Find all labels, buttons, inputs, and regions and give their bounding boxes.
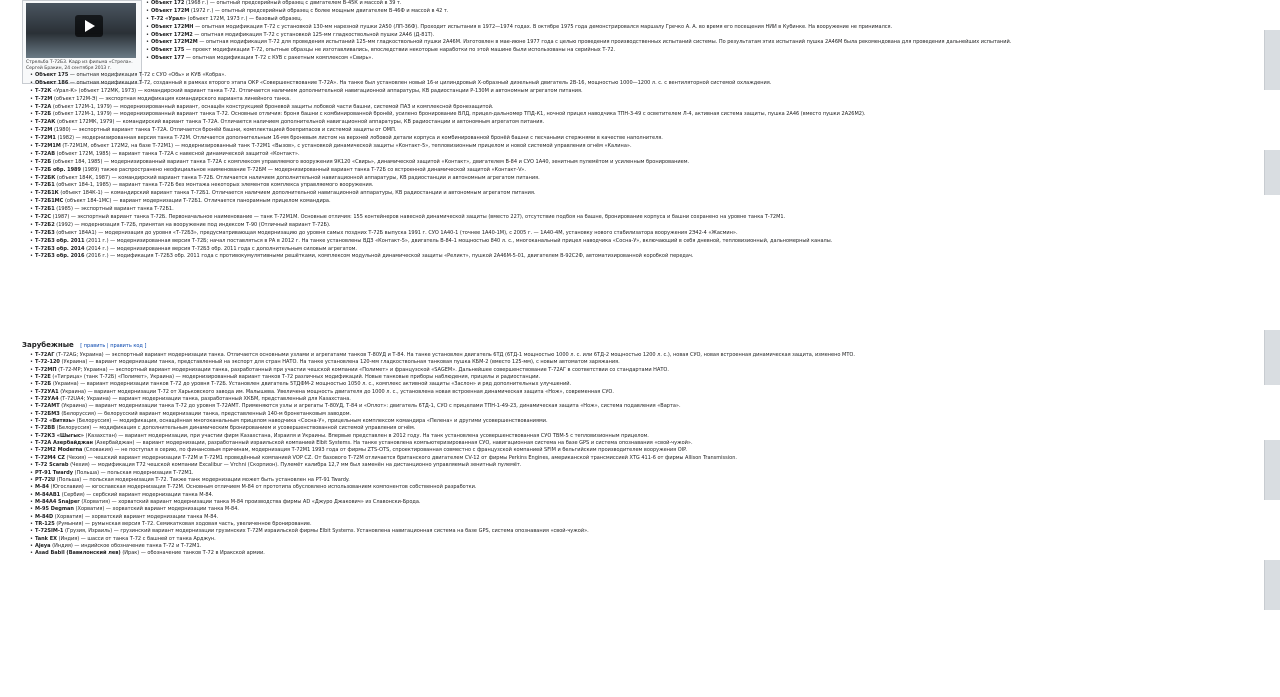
list-item [30, 111, 1258, 119]
list-item [30, 521, 1258, 528]
upper-variant-list [146, 0, 1256, 63]
variant-name: РТ-72U [34, 476, 56, 483]
bullet-icon: • [30, 95, 33, 102]
variant-description: (объект 184-1МС) — вариант модернизации Т-72Б1. Отличается панорамным прицелом командира. [64, 198, 331, 205]
variant-description: (Польша) — польская модернизация Т-72. Также танк модернизации может быть установлен на РТ-91 Twardy. [56, 476, 350, 483]
variant-description: (Индия) — индийское обозначение танка Т-72 и Т-72М1. [52, 542, 202, 549]
variant-name: M-84A4 Snajper [34, 498, 80, 505]
list-item [30, 418, 1258, 425]
right-image-strip [1264, 30, 1280, 90]
list-item [30, 246, 1258, 254]
variant-description: (Т-72М1М, объект 172М2, на базе Т-72М1) — модернизированный танк Т-72М1 «Вызов», с установкой динамической защиты «Контакт-5», тепловизионным прицелом и новой системой управления огнём «Калина». [62, 143, 632, 150]
variant-name: Т-72Б1 [34, 182, 55, 189]
bullet-icon: • [30, 440, 33, 447]
variant-description: (объект 184, 1985) — модернизированный вариант танка Т-72А с комплексом управляемого вооружения 9К120 «Свирь», динамической защитой «Контакт», двигателем В-84 и СУО 1А40, зенитным пулемётом и усиленным бронированием. [52, 158, 690, 165]
bullet-icon: • [146, 47, 149, 54]
section-edit-links[interactable]: [ править | править код ] [80, 343, 147, 349]
list-item [30, 484, 1258, 491]
variant-description: «Урал-К» (объект 172МК, 1973) — командирский вариант танка Т-72. Отличается наличием дополнительной навигационной аппаратуры, КВ радиостанции Р-130М и автономным агрегатом питания. [53, 87, 583, 94]
bullet-icon: • [30, 410, 33, 417]
bullet-icon: • [30, 542, 33, 549]
bullet-icon: • [30, 229, 33, 236]
variant-name: M-95 Degman [34, 506, 74, 513]
foreign-variant-list [30, 352, 1258, 558]
list-item [146, 55, 1256, 63]
bullet-icon: • [30, 396, 33, 403]
list-item [30, 96, 1258, 104]
variant-name: Т-72М1 [34, 135, 56, 142]
bullet-icon: • [146, 31, 149, 38]
bullet-icon: • [30, 454, 33, 461]
list-item [30, 190, 1258, 198]
list-item [30, 470, 1258, 477]
list-item [146, 39, 1256, 47]
list-item [30, 159, 1258, 167]
variant-name: Т-72Б2 [34, 221, 55, 228]
bullet-icon: • [30, 221, 33, 228]
list-item [30, 396, 1258, 403]
bullet-icon: • [30, 550, 33, 557]
variant-name: M-84AB1 [34, 491, 61, 498]
list-item [30, 80, 1258, 88]
bullet-icon: • [146, 15, 149, 22]
variant-name: Т-72Б3 обр. 2016 [34, 253, 85, 260]
variant-description: — опытная модификация Т-72 с установкой 125-мм гладкоствольной пушки 2А46 (Д-81Т). [194, 31, 435, 38]
list-item [30, 72, 1258, 80]
bullet-icon: • [30, 432, 33, 439]
bullet-icon: • [30, 150, 33, 157]
variant-description: (Белоруссия) — модификация с дополнительным динамическим бронированием и усовершенствованной системой управления огнём. [56, 425, 416, 432]
list-item [30, 425, 1258, 432]
bullet-icon: • [30, 403, 33, 410]
list-item [30, 433, 1258, 440]
list-item [30, 127, 1258, 135]
variant-description: (1980) — экспортный вариант танка Т-72А. Отличается бронёй башни, комплектацией боеприпасов и системой защиты от ОМП. [53, 127, 397, 134]
variant-name: Asad Babil (Вавилонский лев) [34, 550, 121, 557]
variant-description: (1982) — модернизированная версия танка Т-72М. Отличается дополнительным 16-мм броневым листом на верхней лобовой детали корпуса и комбинированной бронёй башни с песчаными стержнями в качестве наполнителя. [57, 135, 663, 142]
list-item [30, 389, 1258, 396]
list-item [30, 104, 1258, 112]
variant-description: (Хорватия) — хорватский вариант модернизации танка M-84. [75, 506, 239, 513]
bullet-icon: • [30, 484, 33, 491]
bullet-icon: • [30, 498, 33, 505]
thumbnail-caption: Стрельба Т-72Б3. Кадр из фильма «Стрела». Сергей Бракин, 24 сентября 2013 г. [26, 60, 133, 71]
list-item [30, 143, 1258, 151]
list-item [146, 16, 1256, 24]
list-item [30, 514, 1258, 521]
variant-description: (Белоруссия) — белорусский вариант модернизации танка, представленный 140-м бронетанковым заводом. [61, 410, 352, 417]
list-item [30, 374, 1258, 381]
variant-name: Т-72Е [34, 374, 51, 381]
variant-name: M-84 [34, 484, 49, 491]
variant-description: (Украина) — вариант модернизации танков Т-72 до уровня Т-72Б. Установлен двигатель 5ТДФМ-2 мощностью 1050 л. с., комплекс активной защиты «Заслон» и ряд дополнительных улучшений. [52, 381, 572, 388]
bullet-icon: • [30, 253, 33, 260]
list-item [30, 222, 1258, 230]
variant-description: (1987) — экспортный вариант танка Т-72Б. Первоначальное наименование — танк Т-72М1М. Основные отличия: 155 контейнеров навесной динамической защиты (вместо 227), отсутствие подбоя на башне, бронирование корпуса и башни сохранено на уровне танка Т-72М1. [52, 214, 786, 221]
variant-description: (Польша) — польская модернизация Т-72М1. [74, 469, 194, 476]
right-image-strip [1264, 150, 1280, 195]
variant-description: (Т-72UA4; Украина) — вариант модернизации танка, разработанный ХКБМ, представленный для Казахстана. [60, 396, 351, 403]
bullet-icon: • [30, 469, 33, 476]
bullet-icon: • [30, 237, 33, 244]
bullet-icon: • [30, 528, 33, 535]
list-item [146, 0, 1256, 8]
bullet-icon: • [30, 79, 33, 86]
list-item [30, 411, 1258, 418]
variant-description: (1992) — модернизация Т-72Б, принятая на вооружение под индексом Т-90 (Отличный вариант Т-72Б). [56, 221, 331, 228]
list-item [30, 135, 1258, 143]
variant-name: Т-72АК [34, 119, 56, 126]
bullet-icon: • [30, 513, 33, 520]
bullet-icon: • [30, 127, 33, 134]
variant-name: Tank EX [34, 535, 57, 542]
bullet-icon: • [30, 245, 33, 252]
bullet-icon: • [30, 119, 33, 126]
variant-description: (Индия) — шасси от танка Т-72 с башней от танка Арджун. [58, 535, 216, 542]
list-item [30, 175, 1258, 183]
variant-name: Т-72Б3 [34, 229, 55, 236]
variant-description: (Украина) — вариант модернизации Т-72 от Харьковского завода им. Малышева. Увеличена мощность двигателя до 1000 л. с., установлена новая встроенная динамическая защита «Нож», современная СУО. [60, 388, 614, 395]
variant-name: Т-72МП [34, 366, 57, 373]
variant-description: (Украина) — вариант модернизации танка, представленный на экспорт для стран НАТО. На танке установлена 120-мм гладкоствольная танковая пушка КБМ-2 (вместо 125-мм), с новым автоматом заряжания. [61, 359, 620, 366]
bullet-icon: • [30, 359, 33, 366]
list-item [30, 455, 1258, 462]
variant-name: Ajeya [34, 542, 51, 549]
list-item [30, 119, 1258, 127]
bullet-icon: • [30, 103, 33, 110]
variant-name: РТ-91 Twardy [34, 469, 73, 476]
bullet-icon: • [146, 23, 149, 30]
list-item [30, 543, 1258, 550]
variant-name: Объект 172 [150, 0, 185, 6]
list-item [30, 499, 1258, 506]
bullet-icon: • [30, 174, 33, 181]
right-image-strip [1264, 560, 1280, 610]
variant-name: Т-72АГ [34, 352, 55, 358]
right-image-strip [1264, 440, 1280, 500]
list-item [30, 477, 1258, 484]
variant-name: Т-72БМЗ [34, 410, 60, 417]
bullet-icon: • [146, 55, 149, 62]
bullet-icon: • [30, 462, 33, 469]
variant-description: (объект 184К, 1987) — командирский вариант танка Т-72Б. Отличается наличием дополнительной навигационной аппаратуры, КВ радиостанции и автономным агрегатом питания. [56, 174, 540, 181]
variant-description: — опытная модификация Т-72 с СУО «Обь» и КУВ «Кобра». [69, 72, 226, 78]
bullet-icon: • [30, 374, 33, 381]
list-item [30, 352, 1258, 359]
bullet-icon: • [30, 352, 33, 358]
list-item [30, 88, 1258, 96]
variant-name: Т-72 «Витязь» [34, 418, 76, 425]
bullet-icon: • [30, 425, 33, 432]
bullet-icon: • [30, 206, 33, 213]
variant-name: Т-72М1М [34, 143, 61, 150]
section-title: Зарубежные [22, 341, 74, 349]
variant-name: Т-72Б1К [34, 190, 59, 197]
variant-name: Т-72SIM-1 [34, 528, 64, 535]
list-item [30, 182, 1258, 190]
variant-description: (Хорватия) — хорватский вариант модернизации танка M-84 производства фирмы AD «Джуро Джакович» из Славонски-Брода. [81, 498, 421, 505]
variant-description: (Румыния) — румынская версия Т-72. Семикатковая ходовая часть, увеличенное бронирование. [56, 520, 312, 527]
variant-description: — опытная модификация Т-72, созданный в рамках второго этапа ОКР «Совершенствование Т-72А». На танке был установлен новый 16-и цилиндровый Х-образный дизельный двигатель 2В-16, мощностью 1000—1200 л. с. с вентиляторной системой охлаждения. [69, 79, 772, 86]
bullet-icon: • [146, 0, 149, 6]
variant-name: TR-125 [34, 520, 55, 527]
variant-description: (1989) также распространено неофициальное наименование Т-72БМ — модернизированный вариант танка Т-72Б со встроенной динамической защитой «Контакт-V». [82, 166, 526, 173]
right-image-strip [1264, 330, 1280, 385]
variant-name: Т-72БК [34, 174, 56, 181]
variant-description: (2016 г.) — модификация Т-72Б3 обр. 2011 года с противокумулятивными решётками, комплексом модульной динамической защиты «Реликт», пушкой 2А46М-5-01, двигателем В-92С2Ф, автоматизированной коробкой передач. [86, 253, 694, 260]
variant-description: (1972 г.) — опытный предсерийный образец с более мощным двигателем В-46Ф и массой в 42 т. [190, 7, 449, 14]
bullet-icon: • [30, 447, 33, 454]
variant-name: Т-72 Scarab [34, 462, 69, 469]
list-item [30, 367, 1258, 374]
variant-description: (Сербия) — сербский вариант модернизации танка M-84. [61, 491, 214, 498]
bullet-icon: • [30, 476, 33, 483]
bullet-icon: • [30, 535, 33, 542]
bullet-icon: • [30, 87, 33, 94]
variant-name: Объект 172МН [150, 23, 194, 30]
variant-name: Т-72А Азербайджан [34, 440, 93, 447]
variant-name: Т-72Б обр. 1989 [34, 166, 82, 173]
variant-name: Т-72М [34, 127, 53, 134]
bullet-icon: • [30, 198, 33, 205]
variant-name: Т-72ВВ [34, 425, 56, 432]
variant-description: — опытная модификация Т-72 для проведения испытаний 125-мм гладкоствольной пушки 2А46М. Изготовлен в мае-июне 1977 года с целью проведения производственных испытаний системы. По результатам этих испытаний пушка 2А46М была рекомендована для проведения дальнейших испытаний. [199, 39, 1012, 46]
variant-name: Т-72С [34, 214, 52, 221]
list-item [30, 167, 1258, 175]
variant-name: Объект 175 [34, 72, 69, 78]
bullet-icon: • [30, 388, 33, 395]
variant-name: Т-72Б3 обр. 2014 [34, 245, 85, 252]
list-item [30, 214, 1258, 222]
bullet-icon: • [30, 520, 33, 527]
list-item [30, 238, 1258, 246]
variant-name: Объект 186 [34, 79, 69, 86]
bullet-icon: • [30, 381, 33, 388]
list-item [30, 550, 1258, 557]
variant-name: Т-72Б [34, 158, 52, 165]
list-item [30, 230, 1258, 238]
variant-description: (Т-72-МР; Украина) — экспортный вариант модернизации танка, разработанный при участии чешской компании «Полимет» и французской «SAGEM». Дальнейшее совершенствование Т-72АГ в соответствии со стандартами НАТО. [58, 366, 669, 373]
list-item [30, 462, 1258, 469]
variant-description: (1968 г.) — опытный предсерийный образец с двигателем В-45К и массой в 39 т. [185, 0, 402, 6]
list-item [30, 206, 1258, 214]
variant-description: (Белоруссия) — модификация, оснащённая многоканальным прицелом наводчика «Сосна-У», прицельным комплексом командира «Пелена» и другими усовершенствованиями. [76, 418, 548, 425]
list-item [146, 8, 1256, 16]
variant-name: Объект 172М2М [150, 39, 198, 46]
variant-description: (1985) — экспортный вариант танка Т-72Б1. [56, 206, 174, 213]
variant-description: (объект 172М, 1985) — вариант танка Т-72А с навесной динамической защитой «Контакт». [56, 150, 300, 157]
variant-description: (объект 172М-1, 1979) — модернизированный вариант, оснащён конструкцией броневой защиты лобовой части башни, системой ПАЗ и комплексной бронезащитой. [52, 103, 494, 110]
bullet-icon: • [30, 182, 33, 189]
variant-name: Т-72А [34, 103, 52, 110]
variant-name: Объект 172М2 [150, 31, 193, 38]
variant-description: (Югославия) — югославская модернизация Т-72М. Основным отличием М-84 от прототипа обусловлено использованием компонентов собственной разработки. [50, 484, 477, 491]
variant-description: (Словакия) — не поступал в серию, по финансовым причинам, модернизация Т-72М1 1993 года от фирмы ZTS-OTS, спроектированная совместно с французской компанией SFIM и бельгийским производителем вооружения OIP. [83, 447, 688, 454]
variant-name: Т-72Б1МС [34, 198, 64, 205]
list-item [30, 381, 1258, 388]
variant-description: (объект 184А1) — модернизация до уровня «Т-72Б3», предусматривающая модернизацию до уровня самых поздних Т-72Б выпуска 1991 г. СУО 1А40-1 (точнее 1А40-1М), с 2005 г. — 1А40-4М, установку нового стабилизатора вооружения 2Э42-4 «Жасмин». [56, 229, 738, 236]
variant-name: Объект 172М [150, 7, 190, 14]
variant-name: Т-72 «Урал» [150, 15, 187, 22]
bullet-icon: • [146, 7, 149, 14]
variant-description: (Чехия) — чешский вариант модернизации Т-72М и Т-72М1 проведённый компанией VOP CZ. От базового Т-72М отличается британского двигателем CV-12 от фирмы Perkins Engines, американской трансмиссией XTG 411-6 от фирмы Allison Transmission. [66, 454, 737, 461]
variant-description: (объект 184К-1) — командирский вариант танка Т-72Б1. Отличается наличием дополнительной навигационной аппаратуры, КВ радиостанции и автономным агрегатом питания. [60, 190, 536, 197]
variant-description: — проект модификации Т-72, опытные образцы не изготавливались, впоследствии некоторые наработки по этой машине были использованы на серийных Т-72. [185, 47, 616, 54]
list-item [30, 440, 1258, 447]
variant-name: Т-72АВ [34, 150, 56, 157]
list-item [30, 536, 1258, 543]
variant-name: Т-72КЗ «Шыгыс» [34, 432, 85, 439]
bullet-icon: • [146, 39, 149, 46]
variant-description: (Хорватия) — хорватский вариант модернизации танка М-84. [54, 513, 219, 520]
variant-description: (Чехия) — модификация Т72 чешской компании Excalibur — Vrchní (Скорпион). Пулемёт калибра 12,7 мм был заменён на дистанционно управляемый зенитный пулемёт. [70, 462, 522, 469]
list-item [30, 403, 1258, 410]
variant-description: (Азербайджан) — вариант модернизации, разработанный израильской компанией Elbit Systems. На танке установлена компьютеризированная СУО, навигационная система на базе GPS и система опознавания «свой-чужой». [94, 440, 693, 447]
bullet-icon: • [30, 135, 33, 142]
variant-description: («Тигрица» (танк Т-72Б) «Полимет», Украина) — модернизированный вариант танков Т-72 различных модификаций. Новые танковые приборы наблюдения, прицелы и радиостанции. [52, 374, 541, 381]
list-item [30, 253, 1258, 261]
variant-description: (Грузия, Израиль) — грузинский вариант модернизации грузинских Т-72М израильской фирмы Elbit Systems. Установлена навигационная система на базе GPS, система опознавания «свой-чужой». [64, 528, 589, 535]
list-item [30, 492, 1258, 499]
variant-list [30, 72, 1258, 261]
variant-description: (объект 172М, 1973 г.) — базовый образец. [187, 15, 303, 22]
bullet-icon: • [30, 214, 33, 221]
variant-description: (Казахстан) — вариант модернизации, при участии фирм Казахстана, Израиля и Украины. Впервые представлен в 2012 году. На танк установлена усовершенствованная СУО ТВМ-5 с тепловизионным прицелом. [85, 432, 649, 439]
bullet-icon: • [30, 418, 33, 425]
list-item [30, 447, 1258, 454]
variant-name: Т-72-120 [34, 359, 60, 366]
variant-description: (2014 г.) — модернизированная версия Т-72Б3 обр. 2011 года с дополнительным силовым агрегатом. [86, 245, 358, 252]
bullet-icon: • [30, 72, 33, 78]
variant-name: Т-72М2 Moderna [34, 447, 83, 454]
variant-description: (Украина) — вариант модернизации танка Т-72 до уровня Т-72АМТ. Применяются узлы и агрегаты Т-80УД, Т-84 и «Оплот»: двигатель 6ТД-1, СУО с прицелами ТПН-1-49-23, динамическая защита «Нож», система подавления «Варта». [61, 403, 681, 410]
variant-description: (объект 172М-1, 1979) — модернизированный вариант танка Т-72. Основные отличия: броня башни с комбинированной бронёй, усилено бронирование ВЛД, прицел-дальномер ТПД-К1, ночной прицел наводчика ТПН-3-49 с осветителем Л-4, активная система защиты, пушка 2А46 (вместо пушки 2А26М2). [52, 111, 866, 118]
bullet-icon: • [30, 111, 33, 118]
variant-name: Т-72Б [34, 381, 52, 388]
list-item [146, 47, 1256, 55]
variant-name: Объект 175 [150, 47, 185, 54]
variant-description: (объект 184-1, 1985) — вариант танка Т-72Б без монтажа некоторых элементов комплекса управляемого вооружения. [56, 182, 374, 189]
variant-name: Т-72Б3 обр. 2011 [34, 237, 85, 244]
variant-name: Т-72М [34, 95, 53, 102]
variant-description: (объект 172М-Э) — экспортная модификация командирского варианта линейного танка. [53, 95, 291, 102]
variant-name: Т-72К [34, 87, 52, 94]
bullet-icon: • [30, 166, 33, 173]
bullet-icon: • [30, 491, 33, 498]
variant-description: — опытная модификация Т-72 с КУВ с ракетным комплексом «Свирь». [185, 55, 374, 62]
list-item [146, 32, 1256, 40]
variant-name: Т-72УА4 [34, 396, 59, 403]
variant-description: (2011 г.) — модернизированная версия Т-72Б; начал поставляться в РА в 2012 г. На танке установлены ВДЗ «Контакт-5», двигатель В-84-1 мощностью 840 л. с., многоканальный прицел наводчика «Сосна-У», включающий в себя дневной, тепловизионный, дальномерный каналы. [86, 237, 833, 244]
list-item [30, 198, 1258, 206]
bullet-icon: • [30, 506, 33, 513]
list-item [146, 24, 1256, 32]
bullet-icon: • [30, 158, 33, 165]
variant-name: Т-72Б1 [34, 206, 55, 213]
variant-description: (Ирак) — обозначение танков Т-72 в Иракской армии. [122, 550, 265, 557]
list-item [30, 506, 1258, 513]
list-item [30, 528, 1258, 535]
bullet-icon: • [30, 190, 33, 197]
bullet-icon: • [30, 143, 33, 150]
variant-description: (Т-72АG; Украина) — экспортный вариант модернизации танка. Отличается основными узлами и агрегатами танков Т-80УД и Т-84. На танке установлен двигатель 6ТД (6ТД-1 мощностью 1000 л. с. или 6ТД-2 мощностью 1200 л. с.), новая СУО, новая встроенная динамическая защита, изменено МТО. [56, 352, 855, 358]
list-item [30, 151, 1258, 159]
bullet-icon: • [30, 366, 33, 373]
list-item [30, 359, 1258, 366]
variant-name: Объект 177 [150, 55, 185, 62]
variant-name: Т-72УА1 [34, 388, 59, 395]
variant-name: M-84D [34, 513, 54, 520]
variant-name: Т-72Б [34, 111, 52, 118]
play-icon[interactable] [75, 15, 103, 37]
variant-description: (объект 172МК, 1979) — командирский вариант танка Т-72А. Отличается наличием дополнительной навигационной аппаратуры, КВ радиостанции и автономным агрегатом питания. [56, 119, 545, 126]
variant-name: Т-72АМТ [34, 403, 60, 410]
variant-description: — опытная модификация Т-72 с установкой 130-мм нарезной пушки 2А50 (ЛП-36Ф). Проходит испытания в 1972—1974 годах. В октябре 1975 года демонстрировался маршалу Гречко А. А. во время его посещения НИИ в Кубинке. На вооружение не принимался. [195, 23, 893, 30]
section-heading-foreign [22, 341, 146, 349]
variant-name: Т-72М4 CZ [34, 454, 65, 461]
